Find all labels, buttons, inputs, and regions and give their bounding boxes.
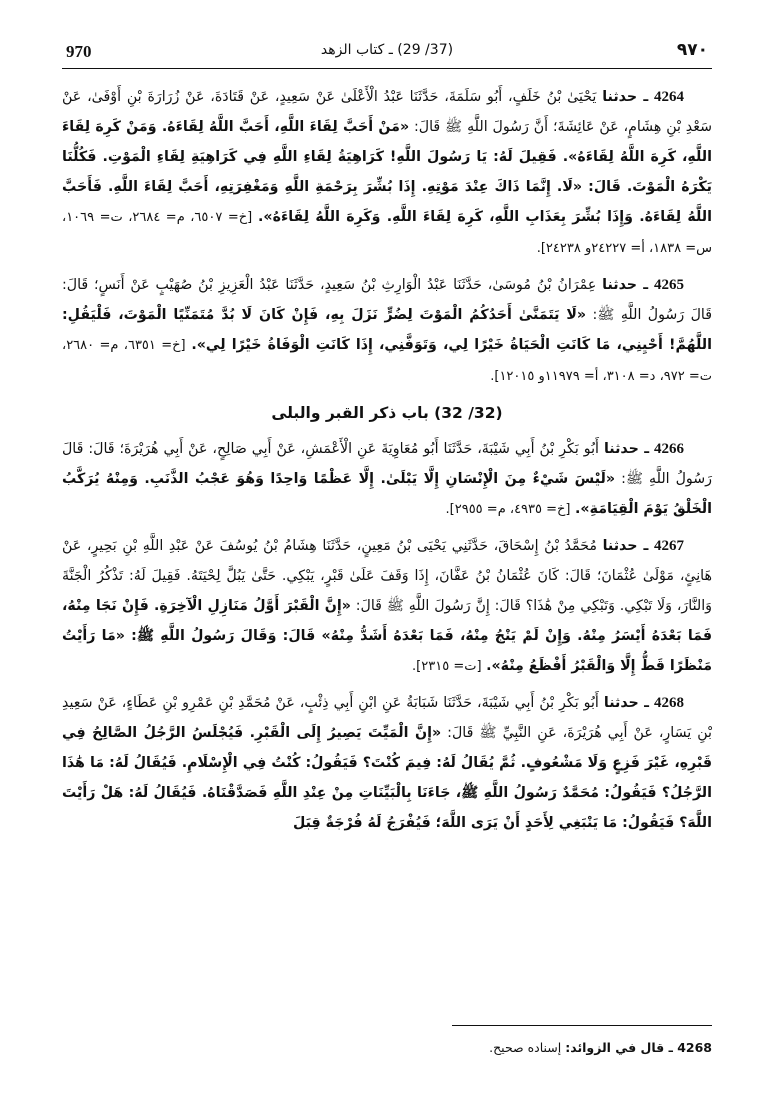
hadith-reference: [خ= ٦٣٥١، م= ٢٦٨٠، ت= ٩٧٢، د= ٣١٠٨، أ= ١١٩٧٩و ١٢٠١٥]. [62, 338, 712, 384]
hadith-reference: [خ= ٦٥٠٧، م= ٢٦٨٤، ت= ١٠٦٩، س= ١٨٣٨، أ= ٢٤٢٢٧و ٢٤٢٣٨]. [62, 210, 712, 256]
hadith-lead: ـ حدثنا [603, 441, 650, 457]
hadith-number: 4268 [654, 695, 685, 711]
running-title: (37/ 29) ـ كتاب الزهد [320, 42, 454, 58]
hadith-4266 [62, 434, 712, 525]
hadith-matn: «مَنْ أَحَبَّ لِقَاءَ اللَّهِ، أَحَبَّ اللَّهُ لِقَاءَهُ. وَمَنْ كَرِهَ لِقَاءَ اللَّهِ، كَرِهَ اللَّهُ لِقَاءَهُ». فَقِيلَ لَهُ: يَا رَسُولَ اللَّهِ! كَرَاهِيَةُ لِقَاءِ اللَّهِ فِي كَرَاهِيَةِ لِقَاءِ الْمَوْتِ. فَكُلُّنَا يَكْرَهُ الْمَوْتَ. قَالَ: «لَا. إِنَّمَا ذَاكَ عِنْدَ مَوْتِهِ. إِذَا بُشِّرَ بِرَحْمَةِ اللَّهِ وَمَغْفِرَتِهِ، أَحَبَّ لِقَاءَ اللَّهِ. فَأَحَبَّ اللَّهُ لِقَاءَهُ. وَإِذَا بُشِّرَ بِعَذَابِ اللَّهِ، كَرِهَ لِقَاءَ اللَّهِ. وَكَرِهَ اللَّهُ لِقَاءَهُ». [62, 119, 712, 225]
hadith-lead: ـ حدثنا [602, 538, 649, 554]
hadith-number: 4264 [654, 89, 685, 105]
hadith-lead: ـ حدثنا [602, 277, 649, 293]
hadith-isnad: أَبُو بَكْرِ بْنُ أَبِي شَيْبَةَ، حَدَّثَنَا شَبَابَةُ عَنِ ابْنِ أَبِي ذِئْبٍ، عَنْ مُحَمَّدِ بْنِ عَمْرِو بْنِ عَطَاءٍ، عَنْ سَعِيدِ بْنِ يَسَارٍ، عَنْ أَبِي هُرَيْرَةَ، عَنِ النَّبِيِّ ﷺ قَالَ: [62, 695, 713, 741]
hadith-4264 [62, 82, 712, 264]
page-number-arabic: ٩٧٠ [676, 40, 708, 60]
footnote [489, 1040, 712, 1055]
hadith-matn: «لَيْسَ شَيْءٌ مِنَ الْإِنْسَانِ إِلَّا يَبْلَىٰ. إِلَّا عَظْمًا وَاحِدًا وَهُوَ عَجْبُ الذَّنَبِ. وَمِنْهُ يُرَكَّبُ الْخَلْقُ يَوْمَ الْقِيَامَةِ». [62, 471, 712, 517]
hadith-lead: ـ حدثنا [602, 89, 649, 105]
hadith-isnad: مُحَمَّدُ بْنُ إِسْحَاقَ، حَدَّثَنِي يَحْيَى بْنُ مَعِينٍ، حَدَّثَنَا هِشَامُ بْنُ يُوسُفَ عَنْ عَبْدِ اللَّهِ بْنِ بَحِيرٍ، عَنْ هَانِئٍ، مَوْلَىٰ عُثْمَانَ؛ قَالَ: كَانَ عُثْمَانُ بْنُ عَفَّانَ، إِذَا وَقَفَ عَلَىٰ قَبْرٍ، يَبْكِي. حَتَّىٰ يَبُلَّ لِحْيَتَهُ. فَقِيلَ لَهُ: تَذْكُرُ الْجَنَّةَ وَالنَّارَ، وَلَا تَبْكِي. وَتَبْكِي مِنْ هَٰذَا؟ قَالَ: إِنَّ رَسُولَ اللَّهِ ﷺ قَالَ: [62, 538, 712, 614]
hadith-reference: [خ= ٤٩٣٥، م= ٢٩٥٥]. [445, 502, 571, 517]
hadith-4268 [62, 688, 712, 838]
hadith-number: 4265 [654, 277, 684, 293]
hadith-lead: ـ حدثنا [603, 695, 650, 711]
footnote-label: 4268 ـ قال في الزوائد: [565, 1040, 712, 1055]
hadith-isnad: يَحْيَىٰ بْنُ خَلَفٍ، أَبُو سَلَمَةَ، حَدَّثَنَا عَبْدُ الْأَعْلَىٰ عَنْ سَعِيدٍ، عَنْ قَتَادَةَ، عَنْ زُرَارَةَ بْنِ أَوْفَىٰ، عَنْ سَعْدِ بْنِ هِشَامٍ، عَنْ عَائِشَةَ؛ أَنَّ رَسُولَ اللَّهِ ﷺ قَالَ: [62, 89, 712, 135]
footnote-divider [452, 1025, 712, 1026]
footnote-text: إسناده صحيح. [489, 1040, 562, 1055]
main-text [62, 82, 712, 844]
hadith-matn: «إِنَّ الْقَبْرَ أَوَّلُ مَنَازِلِ الْآخِرَةِ. فَإِنْ نَجَا مِنْهُ، فَمَا بَعْدَهُ أَيْسَرُ مِنْهُ. وَإِنْ لَمْ يَنْجُ مِنْهُ، فَمَا بَعْدَهُ أَشَدُّ مِنْهُ» قَالَ: وَقَالَ رَسُولُ اللَّهِ ﷺ: «مَا رَأَيْتُ مَنْظَرًا قَطُّ إِلَّا وَالْقَبْرُ أَفْظَعُ مِنْهُ». [62, 598, 712, 674]
hadith-isnad: أَبُو بَكْرِ بْنُ أَبِي شَيْبَةَ، حَدَّثَنَا أَبُو مُعَاوِيَةَ عَنِ الْأَعْمَشِ، عَنْ أَبِي صَالِحٍ، عَنْ أَبِي هُرَيْرَةَ؛ قَالَ: قَالَ رَسُولُ اللَّهِ ﷺ: [62, 441, 713, 487]
hadith-4265 [62, 270, 712, 392]
hadith-number: 4266 [654, 441, 685, 457]
hadith-matn: «إِنَّ الْمَيِّتَ يَصِيرُ إِلَى الْقَبْرِ. فَيُجْلَسُ الرَّجُلُ الصَّالِحُ فِي قَبْرِهِ، غَيْرَ فَزِعٍ وَلَا مَشْعُوفٍ. ثُمَّ يُقَالُ لَهُ: فِيمَ كُنْتَ؟ فَيَقُولُ: كُنْتُ فِي الْإِسْلَامِ. فَيُقَالُ لَهُ: مَا هَٰذَا الرَّجُلُ؟ فَيَقُولُ: مُحَمَّدٌ رَسُولُ اللَّهِ ﷺ، جَاءَنَا بِالْبَيِّنَاتِ مِنْ عِنْدِ اللَّهِ فَصَدَّقْنَاهُ. فَيُقَالُ لَهُ: هَلْ رَأَيْتَ اللَّهَ؟ فَيَقُولُ: مَا يَنْبَغِي لِأَحَدٍ أَنْ يَرَى اللَّهَ؛ فَيُفْرَجُ لَهُ فُرْجَةٌ قِبَلَ [62, 725, 712, 831]
hadith-4267 [62, 531, 712, 682]
hadith-matn: «لَا يَتَمَنَّىٰ أَحَدُكُمُ الْمَوْتَ لِضُرٍّ نَزَلَ بِهِ، فَإِنْ كَانَ لَا بُدَّ مُتَمَنِّيًا الْمَوْتَ، فَلْيَقُلِ: اللَّهُمَّ! أَحْيِنِي، مَا كَانَتِ الْحَيَاةُ خَيْرًا لِي، وَتَوَفَّنِي، إِذَا كَانَتِ الْوَفَاةُ خَيْرًا لِي». [62, 307, 712, 353]
hadith-isnad: عِمْرَانُ بْنُ مُوسَىٰ، حَدَّثَنَا عَبْدُ الْوَارِثِ بْنُ سَعِيدٍ، حَدَّثَنَا عَبْدُ الْعَزِيزِ بْنُ صُهَيْبٍ عَنْ أَنَسٍ؛ قَالَ: قَالَ رَسُولُ اللَّهِ ﷺ: [62, 277, 712, 323]
hadith-number: 4267 [654, 538, 685, 554]
hadith-reference: [ت= ٢٣١٥]. [412, 659, 482, 674]
page-number-latin: 970 [66, 42, 92, 61]
page-header [62, 38, 712, 69]
chapter-heading: (32/ 32) باب ذكر القبر والبلى [271, 404, 503, 422]
